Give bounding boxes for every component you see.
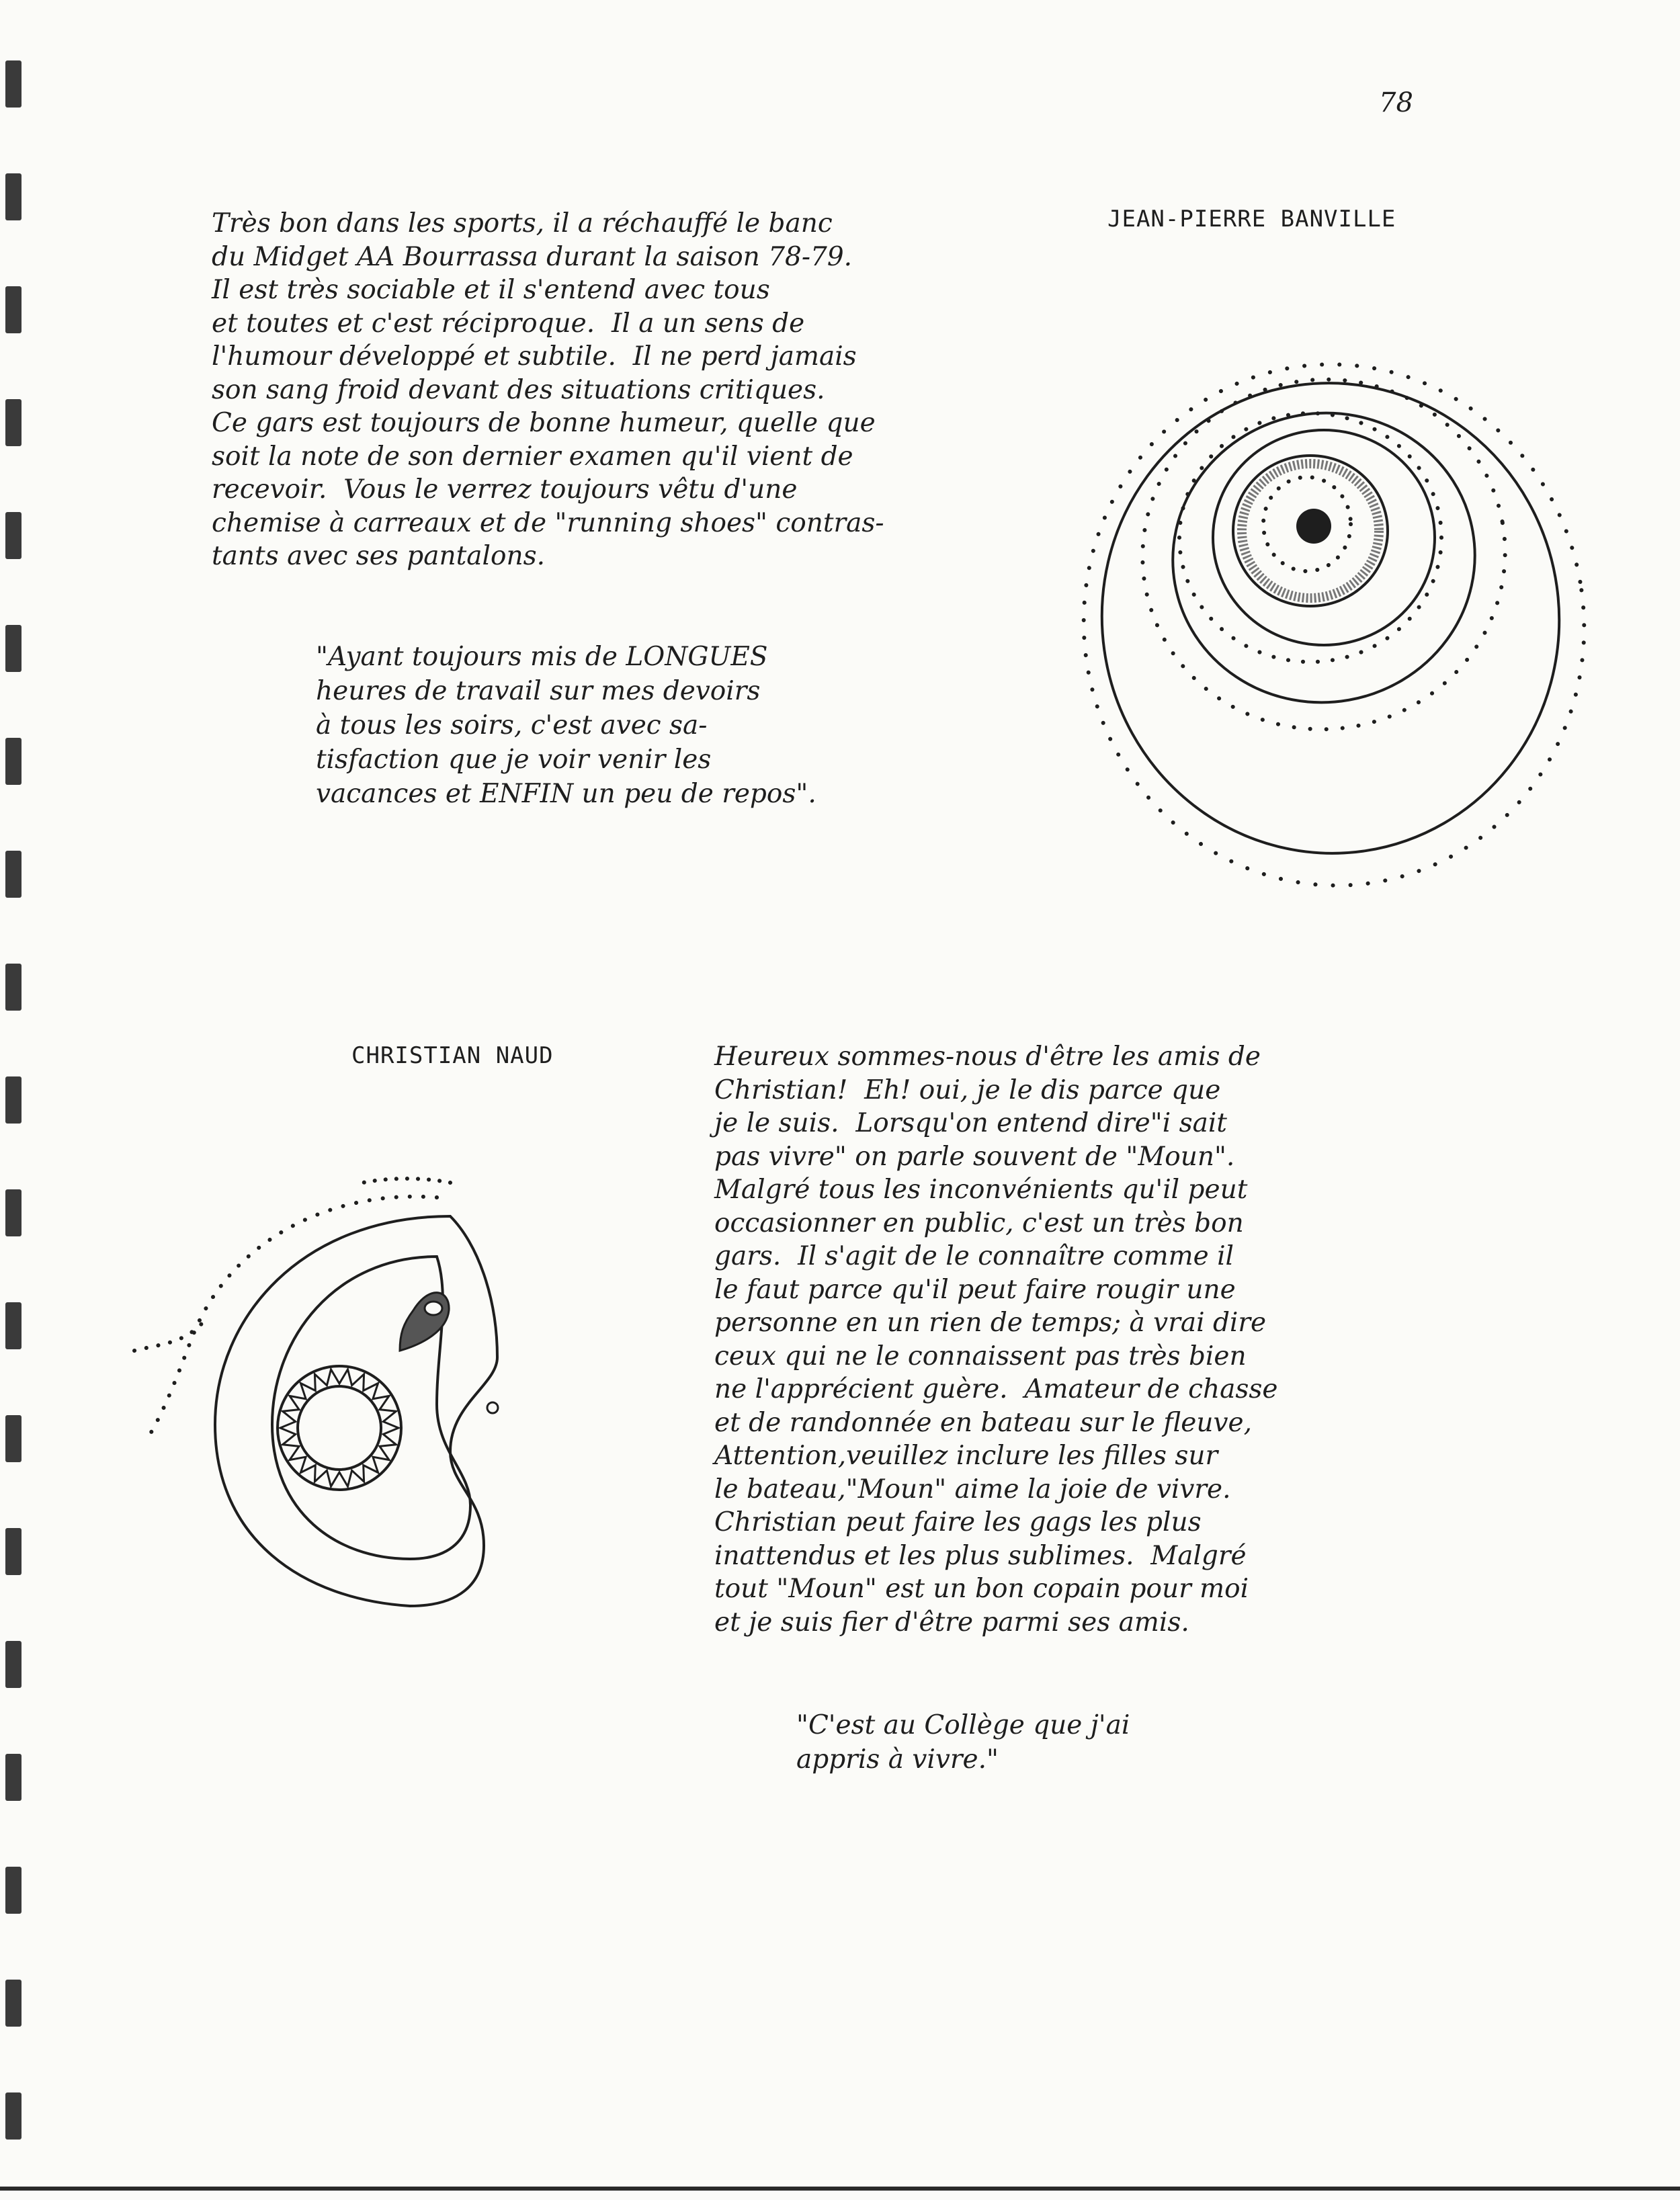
student-name-naud: CHRISTIAN NAUD	[351, 1042, 554, 1069]
description-naud: Heureux sommes-nous d'être les amis de Christian! Eh! oui, je le dis parce que je le suis. Lorsqu'on entend dire"i sait pas vivre" on parle souvent de "Moun". Malgré tous les inconvénients qu'il peut occasionner en public, c'est un très bon gars. Il s'agit de le connaître comme il le faut parce qu'il peut faire rougir une personne en un rien de temps; à vrai dire ceux qui ne le connaissent pas très bien ne l'apprécient guère. Amateur de chasse et de randonnée en bateau sur le fleuve, Attention,veuillez inclure les filles sur le bateau,"Moun" aime la joie de vivre. Christian peut faire les gags les plus inattendus et les plus sublimes. Malgré tout "Moun" est un bon copain pour moi et je suis fier d'être parmi ses amis.	[714, 1042, 1278, 1638]
binding-hole	[5, 1415, 22, 1462]
binding-hole	[5, 1528, 22, 1575]
binding-hole	[5, 60, 22, 108]
description-banville: Très bon dans les sports, il a réchauffé le banc du Midget AA Bourrassa durant la saison 78-79. Il est très sociable et il s'entend avec tous et toutes et c'est réciproque. Il a un sens de l'humour développé et subtile. Il ne perd jamais son sang froid devant des situations critiques. Ce gars est toujours de bonne humeur, quelle que soit la note de son dernier examen qu'il vient de recevoir. Vous le verrez toujours vêtu d'une chemise à carreaux et de "running shoes" contras- tants avec ses pantalons.	[212, 208, 884, 571]
binding-hole	[5, 1867, 22, 1914]
binding-hole	[5, 1980, 22, 2027]
binding-hole	[5, 851, 22, 898]
binding-hole	[5, 2092, 22, 2140]
bottom-edge-shadow	[0, 2187, 1680, 2191]
quote-naud: "C'est au Collège que j'ai appris à vivre."	[796, 1710, 1130, 1775]
binding-hole	[5, 625, 22, 672]
eye-circle-drawing	[134, 1183, 551, 1653]
binding-hole	[5, 286, 22, 333]
binding-hole	[5, 738, 22, 785]
binding-hole	[5, 1754, 22, 1801]
quote-banville: "Ayant toujours mis de LONGUES heures de travail sur mes devoirs à tous les soirs, c'est avec sa- tisfaction que je voir venir les vacances et ENFIN un peu de repos".	[316, 642, 816, 809]
binding-hole	[5, 1189, 22, 1236]
binding-hole	[5, 173, 22, 220]
binding-hole	[5, 964, 22, 1011]
binding-hole	[5, 1302, 22, 1349]
binding-hole	[5, 512, 22, 559]
page-number: 78	[1379, 87, 1413, 118]
binding-hole	[5, 1641, 22, 1688]
concentric-ovals-drawing	[1075, 329, 1572, 880]
binding-holes	[5, 60, 32, 2144]
student-name-banville: JEAN-PIERRE BANVILLE	[1107, 206, 1396, 232]
binding-hole	[5, 399, 22, 446]
binding-hole	[5, 1076, 22, 1124]
